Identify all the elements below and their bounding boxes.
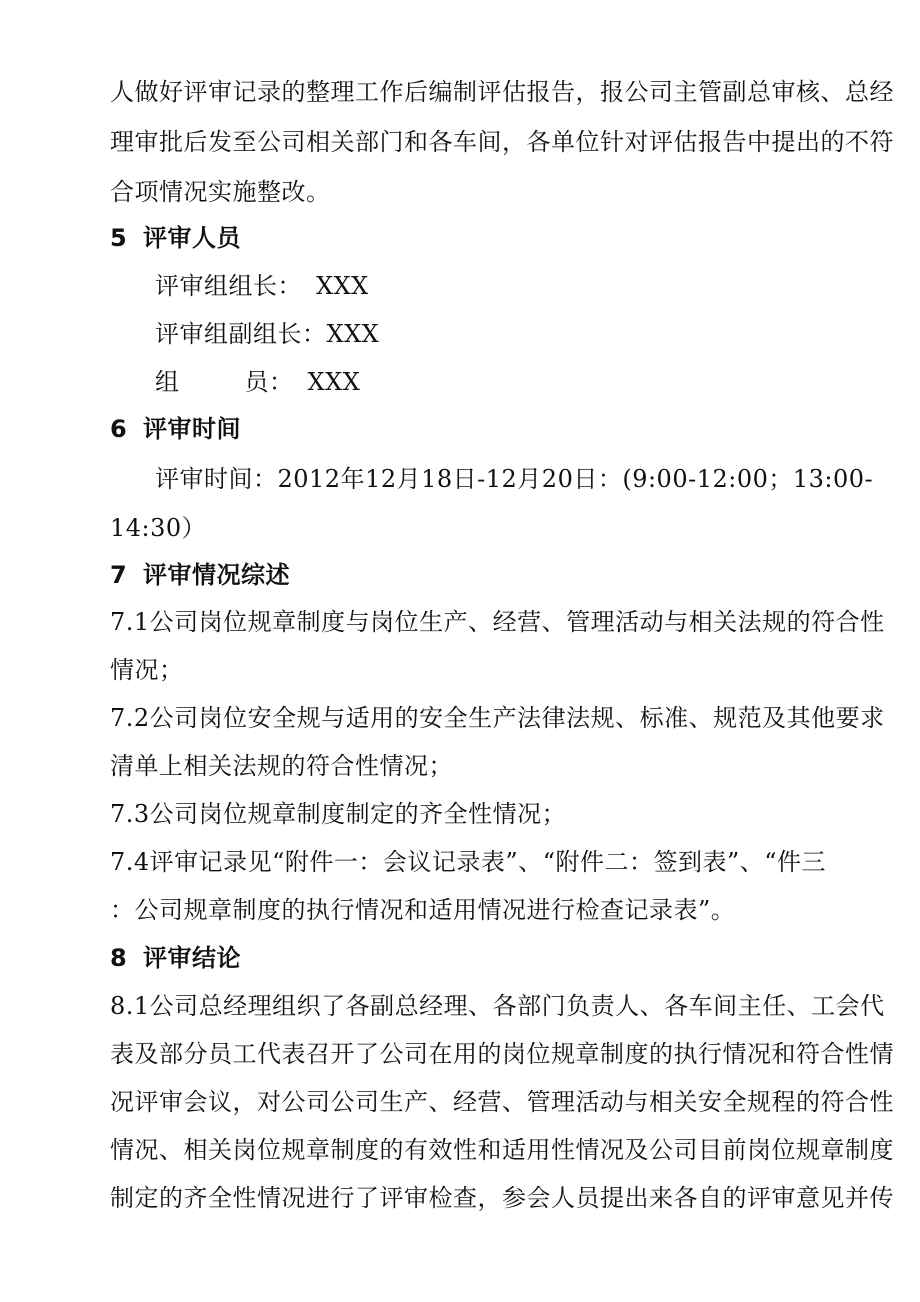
summary-item-7-1: 7.1公司岗位规章制度与岗位生产、经营、管理活动与相关法规的符合性 [110, 608, 885, 636]
section-8-number: 8 [110, 944, 128, 972]
summary-item-7-2-cont: 清单上相关法规的符合性情况； [110, 752, 453, 780]
member-value: XXX [316, 272, 369, 300]
review-time-line-2: 14:30） [110, 514, 207, 542]
summary-item-7-4: 7.4评审记录见“附件一：会议记录表”、“附件二：签到表”、“件三 [110, 848, 827, 876]
member-value: XXX [307, 368, 361, 396]
member-row-deputy [155, 318, 379, 350]
review-time-line-1: 评审时间：2012年12月18日-12月20日：(9:00-12:00；13:00- [155, 465, 874, 493]
section-6-title: 评审时间 [143, 415, 241, 443]
member-row-leader [155, 270, 369, 302]
conclusion-line-4: 情况、相关岗位规章制度的有效性和适用性情况及公司目前岗位规章制度 [110, 1136, 894, 1164]
member-label: 评审组组长： [155, 272, 302, 300]
section-5-number: 5 [110, 224, 128, 252]
section-5-heading [110, 222, 241, 254]
member-label: 组 员： [155, 368, 294, 396]
section-8-heading [110, 942, 241, 974]
intro-line-3: 合项情况实施整改。 [110, 178, 331, 206]
member-label: 评审组副组长： [155, 320, 327, 348]
section-7-number: 7 [110, 561, 128, 589]
member-row-members [155, 366, 360, 398]
intro-line-1: 人做好评审记录的整理工作后编制评估报告，报公司主管副总审核、总经 [110, 78, 894, 106]
summary-item-7-3: 7.3公司岗位规章制度制定的齐全性情况； [110, 800, 567, 828]
section-6-heading [110, 413, 241, 445]
intro-line-2: 理审批后发至公司相关部门和各车间，各单位针对评估报告中提出的不符 [110, 128, 894, 156]
summary-item-7-2: 7.2公司岗位安全规与适用的安全生产法律法规、标准、规范及其他要求 [110, 704, 885, 732]
section-8-title: 评审结论 [143, 944, 241, 972]
section-5-title: 评审人员 [143, 224, 241, 252]
conclusion-line-2: 表及部分员工代表召开了公司在用的岗位规章制度的执行情况和符合性情 [110, 1040, 894, 1068]
summary-item-7-1-cont: 情况； [110, 656, 184, 684]
summary-item-7-4-cont: ：公司规章制度的执行情况和适用情况进行检查记录表”。 [110, 896, 736, 924]
section-7-title: 评审情况综述 [143, 561, 290, 589]
conclusion-line-5: 制定的齐全性情况进行了评审检查，参会人员提出来各自的评审意见并传 [110, 1184, 894, 1212]
conclusion-line-1: 8.1公司总经理组织了各副总经理、各部门负责人、各车间主任、工会代 [110, 992, 885, 1020]
section-7-heading [110, 559, 290, 591]
member-value: XXX [326, 320, 380, 348]
conclusion-line-3: 况评审会议，对公司公司生产、经营、管理活动与相关安全规程的符合性 [110, 1088, 894, 1116]
section-6-number: 6 [110, 415, 128, 443]
